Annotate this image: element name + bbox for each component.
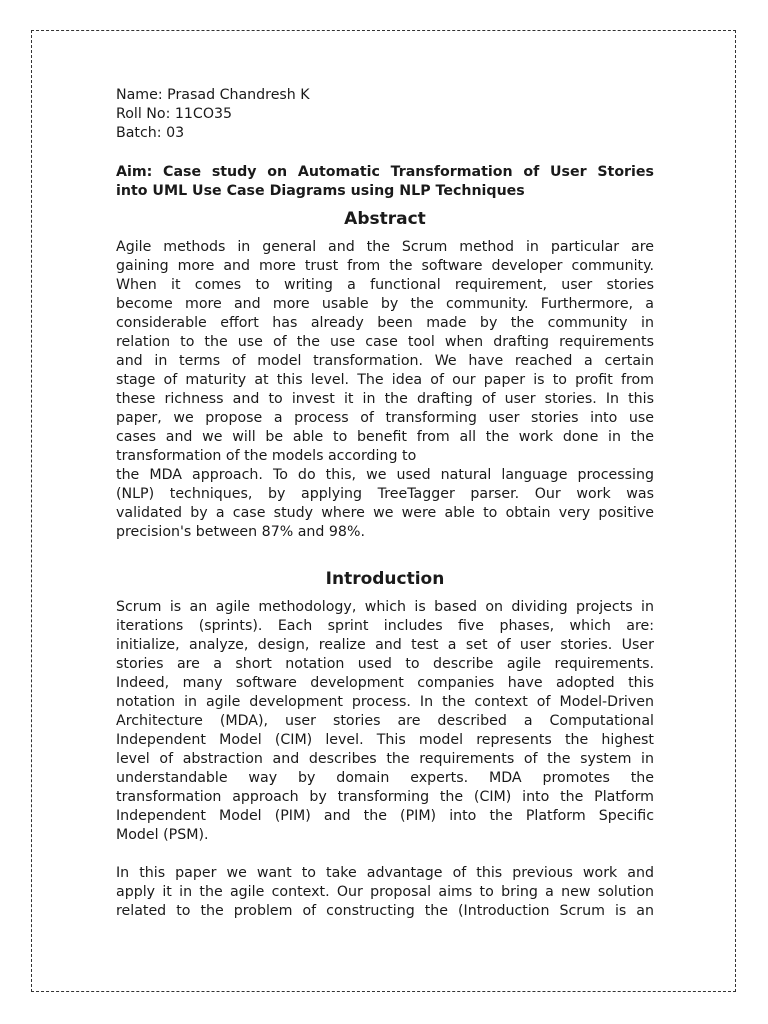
abstract-line: gaining more and more trust from the software developer community. — [116, 258, 654, 274]
student-info — [116, 86, 654, 143]
intro-line: Indeed, many software development companies have adopted this — [116, 675, 654, 691]
intro-line: Model (PSM). — [116, 827, 209, 843]
intro-line: stories are a short notation used to describe agile requirements. — [116, 656, 654, 672]
intro-line: Scrum is an agile methodology, which is based on dividing projects in — [116, 599, 654, 615]
aim-line: into UML Use Case Diagrams using NLP Techniques — [116, 183, 525, 199]
intro-line: Independent Model (PIM) and the (PIM) into the Platform Specific — [116, 808, 654, 824]
abstract-line: considerable effort has already been made by the community in — [116, 315, 654, 331]
abstract-line: become more and more usable by the community. Furthermore, a — [116, 296, 654, 312]
abstract-paragraph — [116, 238, 654, 542]
abstract-line: transformation of the models according to — [116, 448, 417, 464]
student-name: Name: Prasad Chandresh K — [116, 87, 310, 103]
abstract-line: relation to the use of the use case tool when drafting requirements — [116, 334, 654, 350]
intro-line: Independent Model (CIM) level. This model represents the highest — [116, 732, 654, 748]
abstract-line: and in terms of model transformation. We have reached a certain — [116, 353, 654, 369]
intro-line: apply it in the agile context. Our proposal aims to bring a new solution — [116, 884, 654, 900]
abstract-line: Agile methods in general and the Scrum method in particular are — [116, 239, 654, 255]
intro-line: transformation approach by transforming the (CIM) into the Platform — [116, 789, 654, 805]
abstract-line: stage of maturity at this level. The idea of our paper is to profit from — [116, 372, 654, 388]
aim-statement — [116, 163, 654, 201]
intro-line: In this paper we want to take advantage of this previous work and — [116, 865, 654, 881]
abstract-heading: Abstract — [344, 209, 426, 229]
intro-line: notation in agile development process. In the context of Model-Driven — [116, 694, 654, 710]
intro-line: iterations (sprints). Each sprint includes five phases, which are: — [116, 618, 654, 634]
intro-line: understandable way by domain experts. MDA promotes the — [116, 770, 654, 786]
roll-number: Roll No: 11CO35 — [116, 106, 233, 122]
abstract-line: paper, we propose a process of transforming user stories into use — [116, 410, 654, 426]
abstract-line: When it comes to writing a functional requirement, user stories — [116, 277, 654, 293]
introduction-heading: Introduction — [325, 569, 445, 589]
abstract-line: cases and we will be able to benefit from all the work done in the — [116, 429, 654, 445]
introduction-paragraph-2 — [116, 864, 654, 921]
abstract-line: validated by a case study where we were able to obtain very positive — [116, 505, 654, 521]
intro-line: related to the problem of constructing the (Introduction Scrum is an — [116, 903, 654, 919]
intro-line: initialize, analyze, design, realize and test a set of user stories. User — [116, 637, 654, 653]
intro-line: Architecture (MDA), user stories are described a Computational — [116, 713, 654, 729]
abstract-line: the MDA approach. To do this, we used natural language processing — [116, 467, 654, 483]
abstract-line: precision's between 87% and 98%. — [116, 524, 365, 540]
aim-line: Aim: Case study on Automatic Transformation of User Stories — [116, 164, 654, 180]
abstract-line: (NLP) techniques, by applying TreeTagger parser. Our work was — [116, 486, 654, 502]
document-content — [116, 86, 654, 921]
intro-line: level of abstraction and describes the requirements of the system in — [116, 751, 654, 767]
abstract-line: these richness and to invest it in the drafting of user stories. In this — [116, 391, 654, 407]
batch: Batch: 03 — [116, 125, 185, 141]
introduction-paragraph-1 — [116, 598, 654, 845]
